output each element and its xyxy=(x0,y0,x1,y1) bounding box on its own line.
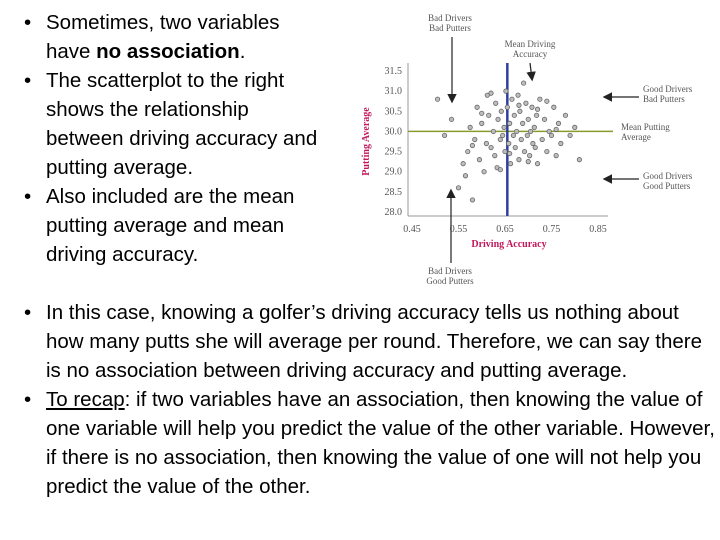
bullet-recap: • To recap: if two variables have an association, then knowing the value of one variable will help you predict the value of the other variable. However, if there is no association, then knowing the value of one will not help you predict the value of the other. xyxy=(0,385,716,501)
data-point xyxy=(521,81,525,85)
data-point xyxy=(532,125,536,129)
data-point xyxy=(491,129,495,133)
data-point xyxy=(435,97,439,101)
data-point xyxy=(568,133,572,137)
data-point xyxy=(559,141,563,145)
data-point xyxy=(502,125,506,129)
annotation-good-drivers-bad-putters: Bad Putters xyxy=(643,94,685,104)
data-point xyxy=(522,149,526,153)
data-point xyxy=(577,157,581,161)
arrow-mean-driving xyxy=(530,63,532,79)
data-point xyxy=(507,151,511,155)
data-point xyxy=(461,161,465,165)
data-point xyxy=(442,133,446,137)
data-point xyxy=(487,113,491,117)
data-point xyxy=(505,105,509,109)
x-tick-label: 0.65 xyxy=(496,224,514,235)
data-point xyxy=(489,91,493,95)
annotation-bad-drivers-bad-putters: Bad Drivers xyxy=(428,13,472,23)
x-tick-label: 0.75 xyxy=(542,224,561,235)
data-point xyxy=(549,133,553,137)
data-point xyxy=(468,125,472,129)
data-point xyxy=(463,174,467,178)
data-point xyxy=(527,153,531,157)
data-point xyxy=(498,168,502,172)
data-point xyxy=(466,149,470,153)
data-point xyxy=(525,133,529,137)
data-point xyxy=(545,99,549,103)
data-point xyxy=(470,143,474,147)
y-tick-label: 29.0 xyxy=(384,166,402,178)
data-point xyxy=(526,159,530,163)
data-point xyxy=(528,129,532,133)
data-point xyxy=(507,121,511,125)
data-point xyxy=(535,107,539,111)
bullet-explanation: • In this case, knowing a golfer’s driving accuracy tells us nothing about how many putts she will average per round. Therefore, we can say there is no association between driving accuracy and putting average. xyxy=(0,298,716,385)
annotation-mean-putting-average: Mean Putting xyxy=(621,122,670,132)
y-tick-label: 31.5 xyxy=(384,66,402,77)
x-axis-label: Driving Accuracy xyxy=(471,239,547,250)
data-point xyxy=(520,121,524,125)
data-point xyxy=(512,113,516,117)
data-point xyxy=(513,145,517,149)
data-point xyxy=(477,157,481,161)
data-point xyxy=(556,121,560,125)
bullet-scatterplot: • The scatterplot to the right shows the relationship between driving accuracy and putting average. xyxy=(0,66,325,182)
data-point xyxy=(531,141,535,145)
data-point xyxy=(475,105,479,109)
annotation-bad-drivers-good-putters: Good Putters xyxy=(426,276,474,286)
annotation-mean-driving-accuracy: Accuracy xyxy=(512,49,548,59)
annotation-good-drivers-good-putters: Good Putters xyxy=(643,181,691,191)
data-point xyxy=(500,133,504,137)
data-point xyxy=(480,111,484,115)
top-bullet-list xyxy=(0,8,325,269)
annotation-good-drivers-good-putters: Good Drivers xyxy=(643,171,693,181)
y-tick-label: 31.0 xyxy=(384,86,402,98)
y-tick-label: 28.0 xyxy=(384,207,402,218)
data-point xyxy=(573,125,577,129)
data-point xyxy=(552,105,556,109)
data-point xyxy=(554,153,558,157)
y-tick-label: 28.5 xyxy=(384,186,402,198)
data-point xyxy=(508,161,512,165)
bullet-means: • Also included are the mean putting average and mean driving accuracy. xyxy=(0,182,325,269)
data-point xyxy=(493,153,497,157)
data-point xyxy=(449,117,453,121)
recap-link[interactable]: To recap xyxy=(46,388,125,411)
bullet-dot: • xyxy=(24,185,32,208)
data-point xyxy=(511,133,515,137)
bullet-no-association: • Sometimes, two variables have no association. xyxy=(0,8,325,66)
data-point xyxy=(510,97,514,101)
data-point xyxy=(542,117,546,121)
data-point xyxy=(507,141,511,145)
annotation-bad-drivers-bad-putters: Bad Putters xyxy=(429,23,471,33)
data-point xyxy=(554,127,558,131)
data-point xyxy=(526,117,530,121)
data-point xyxy=(504,89,508,93)
data-point xyxy=(519,137,523,141)
bullet-dot: • xyxy=(24,388,32,411)
y-axis-label: Putting Average xyxy=(361,107,372,176)
x-tick-label: 0.85 xyxy=(589,224,607,235)
data-point xyxy=(540,137,544,141)
data-point xyxy=(524,101,528,105)
data-point xyxy=(535,161,539,165)
data-point xyxy=(530,105,534,109)
data-point xyxy=(489,145,493,149)
data-point xyxy=(480,121,484,125)
data-point xyxy=(456,186,460,190)
annotation-mean-putting-average: Average xyxy=(621,132,651,142)
data-point xyxy=(547,129,551,133)
data-point xyxy=(517,103,521,107)
data-point xyxy=(533,145,537,149)
data-point xyxy=(484,141,488,145)
bullet-dot: • xyxy=(24,301,32,324)
bottom-bullet-list xyxy=(0,298,716,501)
data-point xyxy=(516,93,520,97)
data-point xyxy=(518,109,522,113)
bullet-dot: • xyxy=(24,69,32,92)
data-point xyxy=(494,101,498,105)
data-point xyxy=(470,198,474,202)
x-tick-label: 0.55 xyxy=(449,224,468,235)
data-point xyxy=(563,113,567,117)
annotation-bad-drivers-good-putters: Bad Drivers xyxy=(428,266,472,276)
annotation-mean-driving-accuracy: Mean Driving xyxy=(504,39,556,49)
bullet-dot: • xyxy=(24,11,32,34)
data-point xyxy=(473,137,477,141)
y-tick-label: 29.5 xyxy=(384,146,402,158)
data-point xyxy=(545,149,549,153)
data-point xyxy=(482,170,486,174)
annotation-good-drivers-bad-putters: Good Drivers xyxy=(643,84,693,94)
data-point xyxy=(496,117,500,121)
scatter-chart xyxy=(355,5,717,290)
data-point xyxy=(498,137,502,141)
data-point xyxy=(499,109,503,113)
x-tick-label: 0.45 xyxy=(403,224,421,235)
data-point xyxy=(503,149,507,153)
data-point xyxy=(517,157,521,161)
data-point xyxy=(514,129,518,133)
y-tick-label: 30.5 xyxy=(384,106,402,118)
data-point xyxy=(534,113,538,117)
data-point xyxy=(538,97,542,101)
y-tick-label: 30.0 xyxy=(384,126,402,138)
